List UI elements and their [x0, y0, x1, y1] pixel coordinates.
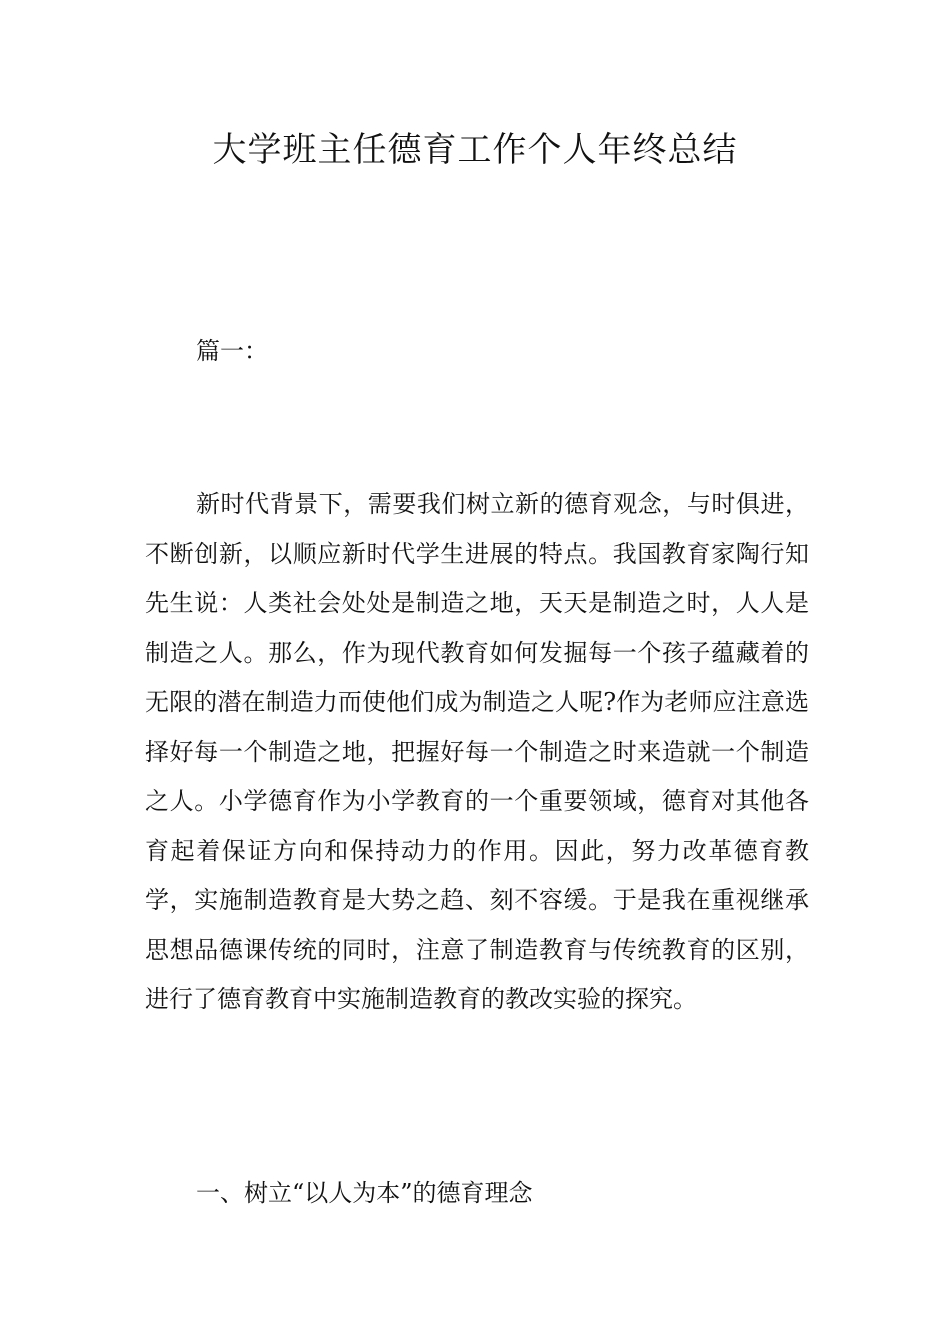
sub-heading: 一、树立“以人为本”的德育理念 [196, 1179, 533, 1207]
section-label: 篇一： [196, 337, 268, 365]
document-title: 大学班主任德育工作个人年终总结 [212, 130, 738, 170]
body-paragraph: 新时代背景下，需要我们树立新的德育观念，与时俱进，不断创新，以顺应新时代学生进展的特点。我国教育家陶行知先生说：人类社会处处是制造之地，天天是制造之时，人人是制造之人。那么，作为现代教育如何发掘每一个孩子蕴藏着的无限的潜在制造力而使他们成为制造之人呢?作为老师应注意选择好每一个制造之地，把握好每一个制造之时来造就一个制造之人。小学德育作为小学教育的一个重要领域，德育对其他各育起着保证方向和保持动力的作用。因此，努力改革德育教学，实施制造教育是大势之趋、刻不容缓。于是我在重视继承思想品德课传统的同时，注意了制造教育与传统教育的区别，进行了德育教育中实施制造教育的教改实验的探究。 [145, 490, 809, 1013]
